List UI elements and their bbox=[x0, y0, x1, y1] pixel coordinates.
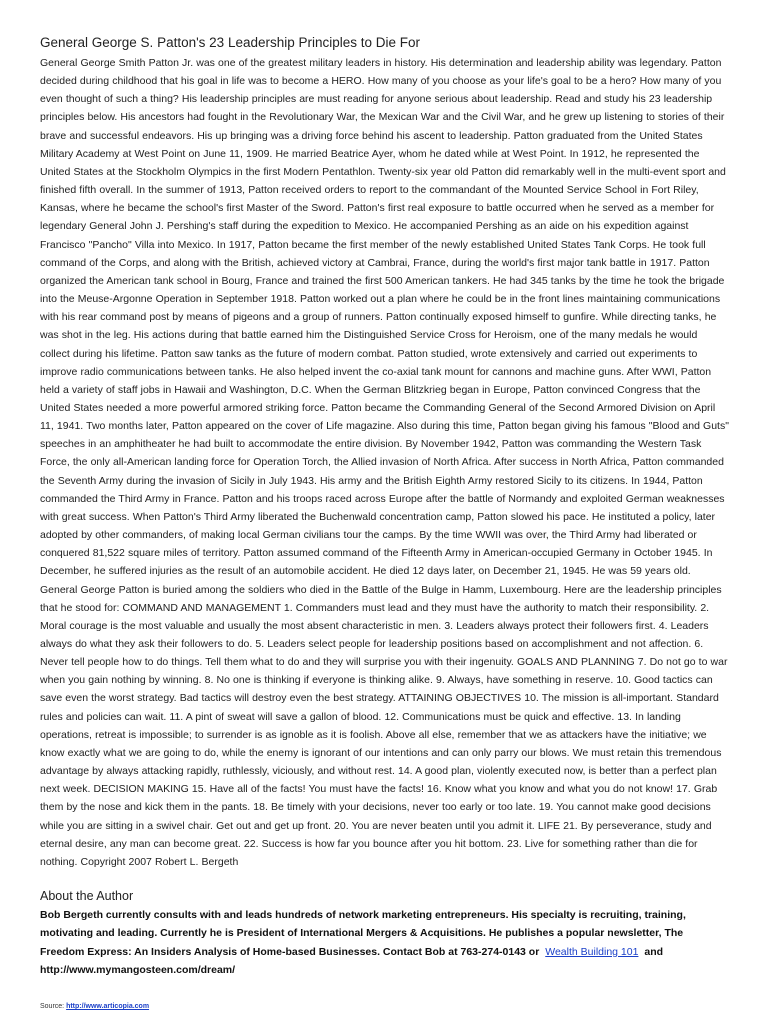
wealth-building-link[interactable]: Wealth Building 101 bbox=[545, 945, 639, 958]
source-line bbox=[40, 1002, 730, 1012]
source-link[interactable]: http://www.articopia.com bbox=[66, 1003, 150, 1011]
about-text-after-link: and http://www.mymangosteen.com/dream/ bbox=[40, 945, 664, 976]
about-author-text bbox=[40, 906, 730, 979]
document-page bbox=[40, 34, 730, 1012]
page-title: General George S. Patton's 23 Leadership Principles to Die For bbox=[40, 35, 421, 50]
about-author-heading: About the Author bbox=[40, 889, 134, 904]
article-body: General George Smith Patton Jr. was one of the greatest military leaders in history. His determination and leadership ability was legendary. Patton decided during childhood that his goal in life was to become a HERO. How many of you choose as your life's goal to be a hero? How many of you even thought of such a thing? His leadership principles are must reading for anyone serious about leadership. Read and study his 23 leadership principles below. His ancestors had fought in the Revolutionary War, the Mexican War and the Civil War, and he grew up listening to stories of their brave and successful endeavors. His up bringing was a driving force behind his ascent to leadership. Patton graduated from the United States Military Academy at West Point on June 11, 1909. He married Beatrice Ayer, whom he dated while at West Point. In 1912, he represented the United States at the Stockholm Olympics in the first Modern Pentathlon. Twenty-six year old Patton did remarkably well in the multi-event sport and finished fifth overall. In the summer of 1913, Patton received orders to report to the commandant of the Mounted Service School in Fort Riley, Kansas, where he became the school's first Master of the Sword. Patton's first real exposure to battle occurred when he served as a member for legendary General John J. Pershing's staff during the expedition to Mexico. He accompanied Pershing as an aide on his expedition against Francisco "Pancho" Villa into Mexico. In 1917, Patton became the first member of the newly established United States Tank Corps. He took full command of the Corps, and along with the British, achieved victory at Cambrai, France, during the world's first major tank battle in 1917. Patton organized the American tank school in Bourg, France and trained the first 500 American tankers. He had 345 tanks by the time he took the brigade into the Meuse-Argonne Operation in September 1918. Patton worked out a plan where he could be in the front lines maintaining communications with his rear command post by means of pigeons and a group of runners. Patton continually exposed himself to gunfire. While directing tanks, he was shot in the leg. His actions during that battle earned him the Distinguished Service Cross for Heroism, one of the many medals he would collect during his lifetime. Patton saw tanks as the future of modern combat. Patton studied, wrote extensively and carried out experiments to improve radio communications between tanks. He also helped invent the co-axial tank mount for cannons and machine guns. After WWI, Patton held a variety of staff jobs in Hawaii and Washington, D.C. When the German Blitzkrieg began in Europe, Patton convinced Congress that the United States needed a more powerful armored striking force. Patton became the Commanding General of the Second Armored Division on April 11, 1941. Two months later, Patton appeared on the cover of Life magazine. Also during this time, Patton began giving his famous "Blood and Guts" speeches in an amphitheater he had built to accommodate the entire division. By November 1942, Patton was commanding the Western Task Force, the only all-American landing force for Operation Torch, the Allied invasion of North Africa. After success in North Africa, Patton commanded the Seventh Army during the invasion of Sicily in July 1943. His army and the British Eighth Army restored Sicily to its citizens. In 1944, Patton commanded the Third Army in France. Patton and his troops raced across Europe after the battle of Normandy and exploited German weaknesses with great success. When Patton's Third Army liberated the Buchenwald concentration camp, Patton slowed his pace. He instituted a policy, later adopted by other commanders, of making local German civilians tour the camps. By the time WWII was over, the Third Army had liberated or conquered 81,522 square miles of territory. Patton assumed command of the Fifteenth Army in American-occupied Germany in October 1945. In December, he suffered injuries as the result of an automobile accident. He died 12 days later, on December 21, 1945. He was 59 years old. General George Patton is buried among the soldiers who died in the Battle of the Bulge in Hamm, Luxembourg. Here are the leadership principles that he stood for: COMMAND AND MANAGEMENT 1. Commanders must lead and they must have the authority to match their responsibility. 2. Moral courage is the most valuable and usually the most absent characteristic in men. 3. Leaders always protect their followers first. 4. Leaders always do what they ask their followers to do. 5. Leaders select people for leadership positions based on accomplishment and not affection. 6. Never tell people how to do things. Tell them what to do and they will surprise you with their ingenuity. GOALS AND PLANNING 7. Do not go to war when you gain nothing by winning. 8. No one is thinking if everyone is thinking alike. 9. Always, have something in reserve. 10. Good tactics can save even the worst strategy. Bad tactics will destroy even the best strategy. ATTAINING OBJECTIVES 10. The mission is all-important. Standard rules and policies can wait. 11. A pint of sweat will save a gallon of blood. 12. Communications must be quick and effective. 13. In landing operations, retreat is impossible; to surrender is as ignoble as it is foolish. Above all else, remember that we as attackers have the initiative; we know exactly what we are going to do, while the enemy is ignorant of our intentions and can only parry our blows. We must retain this tremendous advantage by always attacking rapidly, ruthlessly, viciously, and without rest. 14. A good plan, violently executed now, is better than a perfect plan next week. DECISION MAKING 15. Have all of the facts! You must have the facts! 16. Know what you know and what you do not know! 17. Grab them by the nose and kick them in the pants. 18. Be timely with your decisions, never too early or too late. 19. You cannot make good decisions while you are sitting in a swivel chair. Get out and get up front. 20. You are never beaten until you admit it. LIFE 21. By perseverance, study and eternal desire, any man can become great. 22. Success is how far you bounce after you hit bottom. 23. Live for something rather than die for nothing. Copyright 2007 Robert L. Bergeth bbox=[40, 57, 729, 868]
about-text-before-link: Bob Bergeth currently consults with and leads hundreds of network marketing entrepreneurs. His specialty is recruiting, training, motivating and leading. Currently he is President of International Mergers & Acquisitions. He publishes a popular newsletter, The Freedom Express: An Insiders Analysis of Home-based Businesses. Contact Bob at 763-274-0143 or bbox=[40, 909, 686, 958]
source-label: Source: bbox=[40, 1003, 65, 1011]
